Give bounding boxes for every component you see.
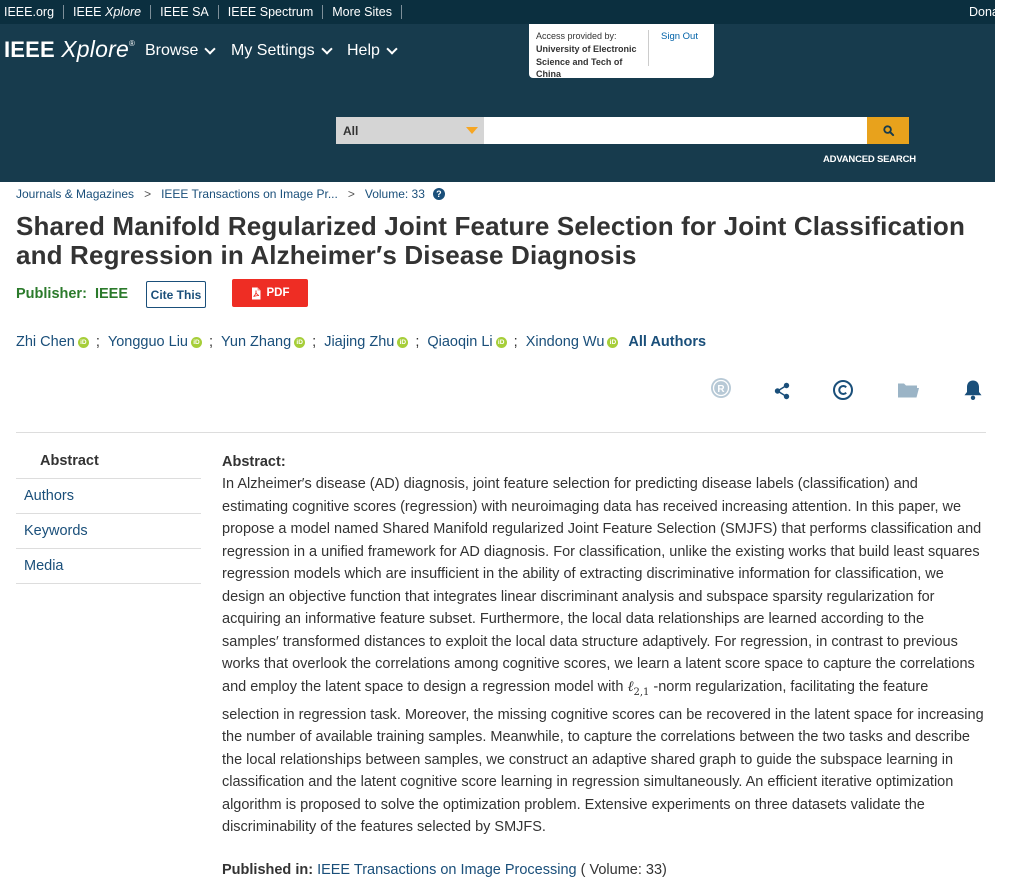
nav-help[interactable] [347, 42, 396, 60]
orcid-icon[interactable]: iD [294, 337, 305, 348]
author-link[interactable]: Yongguo Liu [107, 334, 188, 350]
nav-browse[interactable] [145, 42, 214, 60]
ieee-org-link[interactable]: IEEE.org [0, 5, 64, 19]
ieee-xplore-link[interactable] [64, 5, 151, 19]
ieee-xplore-link-label: IEEE [73, 5, 105, 19]
pdf-button-label: PDF [266, 287, 290, 299]
author-separator: ; [415, 334, 420, 350]
sign-out-link[interactable]: Sign Out [661, 31, 698, 42]
author-link[interactable]: Jiajing Zhu [324, 334, 395, 350]
pdf-file-icon [251, 287, 261, 300]
author-separator: ; [312, 334, 317, 350]
sidebar-item-media[interactable]: Media [16, 549, 201, 584]
folder-icon-graphic [897, 381, 920, 399]
share-icon-graphic [774, 382, 790, 400]
access-divider [648, 30, 649, 66]
nav-my-settings[interactable] [231, 42, 331, 60]
cite-this-button[interactable]: Cite This [146, 281, 206, 308]
ieee-xplore-link-italic: Xplore [105, 5, 142, 19]
article-title: Shared Manifold Regularized Joint Feature Selection for Joint Classification and Regression in Alzheimer′s Disease Diagnosis [16, 211, 965, 270]
orcid-icon[interactable]: iD [78, 337, 89, 348]
published-in-label: Published in: [222, 862, 314, 878]
author-separator: ; [208, 334, 214, 350]
logo-registered-mark: ® [128, 39, 136, 48]
volume-info: ( Volume: 33) [580, 862, 667, 878]
ieee-spectrum-link[interactable]: IEEE Spectrum [219, 5, 323, 19]
search-icon [883, 125, 894, 136]
abstract-heading: Abstract: [222, 454, 286, 470]
abstract-text-part-1: In Alzheimer′s disease (AD) diagnosis, joint feature selection for predicting disease labels (classification) and estimating cognitive scores (regression) with neuroimaging data has received increasing attention. In this paper, we propose a model named Shared Manifold regularized Joint Feature Selection (SMJFS) that performs classification and regression in a unified framework for AD diagnosis. For classification, unlike the existing works that build least squares regression models which are insufficient in the ability of extracting discriminative information for classification, we design an objective function that integrates linear discriminant analysis and subspace sparsity regularization for acquiring an informative feature subset. Furthermore, the local data relationships are learned according to the samples′ transformed distances to exploit the local data structure adaptively. For regression, in contrast to previous works that overlook the correlations among cognitive scores, we learn a latent score space to capture the correlations and employ the latent space to design a regression model with [222, 476, 982, 695]
breadcrumb-volume[interactable]: Volume: 33 [364, 187, 425, 201]
math-symbol: ℓ [627, 678, 634, 695]
math-l21-norm [627, 678, 650, 698]
sidebar-item-abstract[interactable]: Abstract [16, 444, 201, 479]
author-list [16, 334, 706, 350]
author-link[interactable]: Qiaoqin Li [427, 334, 493, 350]
sidebar-item-authors[interactable]: Authors [16, 479, 201, 514]
breadcrumb-separator: > [144, 187, 152, 201]
orcid-icon[interactable]: iD [496, 337, 507, 348]
author-separator: ; [513, 334, 518, 350]
nav-help-label: Help [347, 42, 380, 59]
help-icon[interactable]: ? [433, 188, 445, 200]
svg-text:R: R [717, 384, 725, 395]
breadcrumb [16, 187, 445, 201]
top-utility-bar [0, 0, 1009, 24]
section-divider [16, 432, 986, 433]
search-button[interactable] [867, 117, 909, 144]
access-provider-box [529, 24, 714, 78]
nav-browse-label: Browse [145, 42, 199, 59]
breadcrumb-journal-title[interactable]: IEEE Transactions on Image Pr... [161, 187, 338, 201]
institution-name: University of Electronic Science and Tech of China [536, 44, 637, 79]
breadcrumb-separator: > [347, 187, 355, 201]
alert-bell-icon[interactable] [963, 379, 983, 406]
author-link[interactable]: Xindong Wu [525, 334, 605, 350]
orcid-icon[interactable]: iD [191, 337, 202, 348]
publisher-name: IEEE [94, 286, 129, 302]
publisher-label: Publisher: [16, 286, 87, 302]
donate-link[interactable]: Donate [969, 5, 1009, 19]
more-sites-link[interactable]: More Sites [323, 5, 402, 19]
logo-italic-text: Xplore [61, 36, 129, 62]
alert-bell-icon-graphic [963, 379, 983, 401]
abstract-text-part-2: -norm regularization, facilitating the feature selection in regression task. Moreover, the missing cognitive scores can be recovered in the latent space for increasing the number of available training samples. Meanwhile, to capture the correlations between the two tasks and describe the local relationships between samples, we construct an adaptive shared graph to guide the subspace learning in classification and the latent cognitive score learning in regression simultaneously. An efficient iterative optimization algorithm is proposed to solve the optimization problem. Extensive experiments on three datasets validate the discriminability of the features selected by SMJFS. [222, 678, 984, 836]
copyright-icon[interactable] [832, 379, 854, 406]
pdf-button[interactable] [232, 279, 308, 307]
search-scope-value: All [343, 124, 359, 138]
logo-main-text: IEEE [4, 37, 62, 62]
rights-icon-graphic [710, 377, 732, 399]
chevron-down-icon [386, 43, 397, 54]
publisher-info [16, 286, 128, 302]
search-scope-select[interactable] [336, 117, 484, 144]
math-subscript: 2,1 [633, 686, 650, 698]
document-sections-nav [16, 444, 201, 584]
chevron-down-icon [205, 43, 216, 54]
author-link[interactable]: Yun Zhang [221, 334, 292, 350]
nav-my-settings-label: My Settings [231, 42, 315, 59]
author-link[interactable]: Zhi Chen [16, 334, 75, 350]
search-input[interactable] [484, 117, 867, 144]
abstract-text [222, 473, 984, 839]
folder-icon[interactable] [897, 381, 920, 404]
copyright-icon-graphic [832, 379, 854, 401]
chevron-down-icon [321, 43, 332, 54]
access-provided-label: Access provided by: [536, 31, 617, 41]
published-in [222, 862, 667, 878]
all-authors-link[interactable]: All Authors [628, 334, 707, 350]
ieee-sa-link[interactable]: IEEE SA [151, 5, 219, 19]
share-icon[interactable] [774, 382, 790, 405]
journal-link[interactable]: IEEE Transactions on Image Processing [317, 862, 577, 878]
site-header [0, 24, 995, 182]
caret-down-icon [466, 127, 478, 134]
author-separator: ; [95, 334, 100, 350]
ieee-xplore-logo[interactable] [4, 36, 135, 63]
orcid-icon[interactable]: iD [607, 337, 618, 348]
breadcrumb-journals[interactable]: Journals & Magazines [16, 187, 135, 201]
sidebar-item-keywords[interactable]: Keywords [16, 514, 201, 549]
orcid-icon[interactable]: iD [397, 337, 408, 348]
rights-icon[interactable] [710, 377, 732, 404]
advanced-search-link[interactable]: ADVANCED SEARCH [823, 154, 916, 165]
